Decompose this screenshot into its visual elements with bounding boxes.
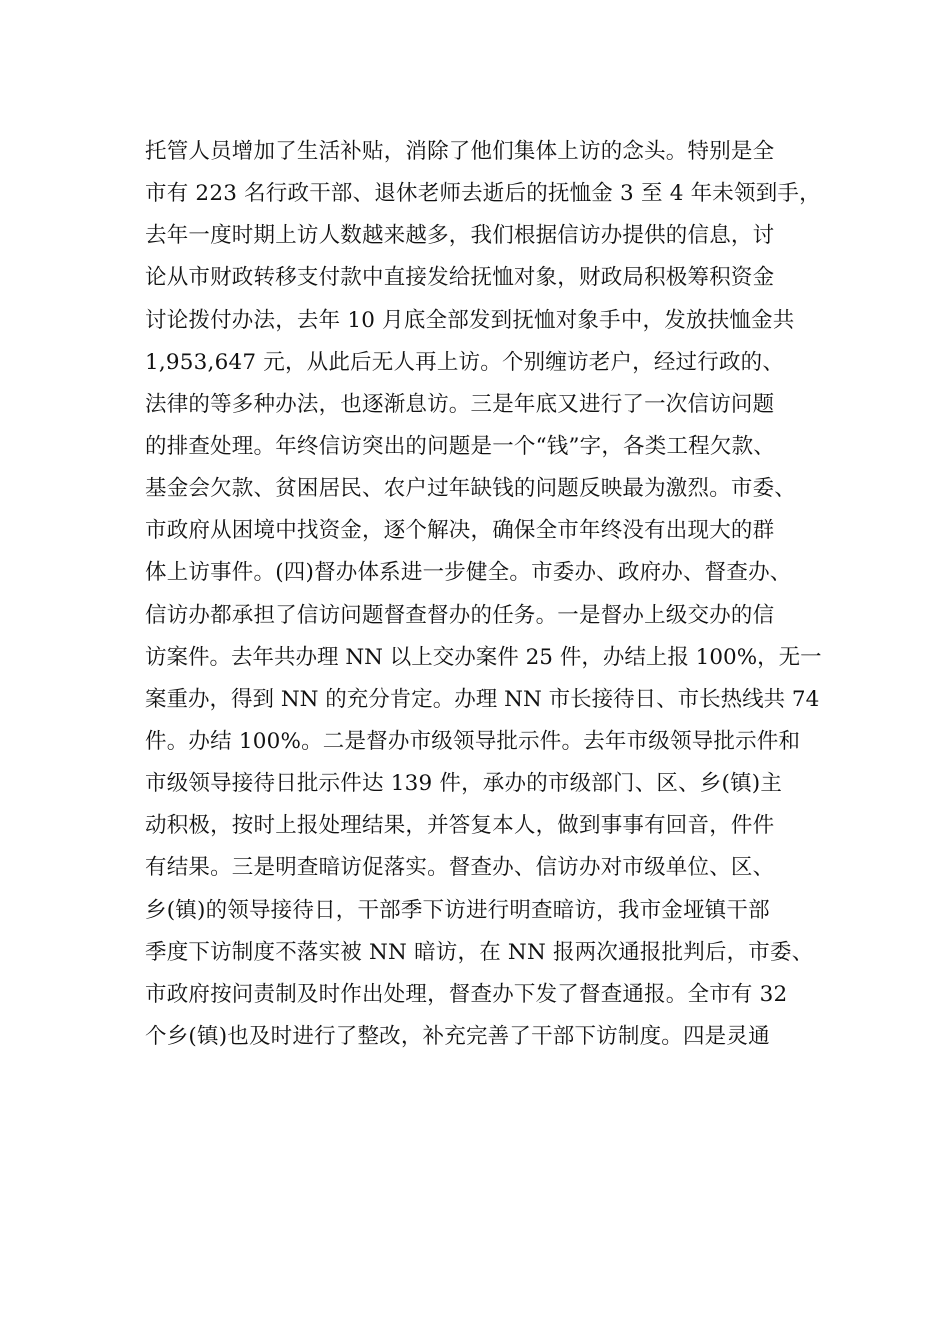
text-line: 有结果。三是明查暗访促落实。督查办、信访办对市级单位、区、 xyxy=(145,855,775,881)
text-line: 访案件。去年共办理 NN 以上交办案件 25 件，办结上报 100%，无一 xyxy=(145,644,822,670)
text-line: 体上访事件。(四)督办体系进一步健全。市委办、政府办、督查办、 xyxy=(145,560,792,586)
text-line: 讨论拨付办法，去年 10 月底全部发到抚恤对象手中，发放扶恤金共 xyxy=(145,307,795,333)
text-line: 市级领导接待日批示件达 139 件，承办的市级部门、区、乡(镇)主 xyxy=(145,771,783,797)
text-line: 1,953,647 元，从此后无人再上访。个别缠访老户，经过行政的、 xyxy=(145,349,785,375)
text-line: 信访办都承担了信访问题督查督办的任务。一是督办上级交办的信 xyxy=(145,602,775,628)
text-line: 的排查处理。年终信访突出的问题是一个“钱”字，各类工程欠款、 xyxy=(145,433,775,459)
text-line: 市政府按问责制及时作出处理，督查办下发了督查通报。全市有 32 xyxy=(145,981,788,1007)
text-line: 案重办，得到 NN 的充分肯定。办理 NN 市长接待日、市长热线共 74 xyxy=(145,686,820,712)
text-line: 季度下访制度不落实被 NN 暗访，在 NN 报两次通报批判后，市委、 xyxy=(145,939,814,965)
text-line: 市政府从困境中找资金，逐个解决，确保全市年终没有出现大的群 xyxy=(145,518,775,544)
text-line: 去年一度时期上访人数越来越多，我们根据信访办提供的信息，讨 xyxy=(145,223,775,249)
text-line: 件。办结 100%。二是督办市级领导批示件。去年市级领导批示件和 xyxy=(145,728,801,754)
body-text xyxy=(145,131,825,1058)
text-line: 论从市财政转移支付款中直接发给抚恤对象，财政局积极筹积资金 xyxy=(145,265,775,291)
text-line: 法律的等多种办法，也逐渐息访。三是年底又进行了一次信访问题 xyxy=(145,391,775,417)
text-line: 基金会欠款、贫困居民、农户过年缺钱的问题反映最为激烈。市委、 xyxy=(145,476,797,502)
text-line: 托管人员增加了生活补贴，消除了他们集体上访的念头。特别是全 xyxy=(145,139,775,164)
text-line: 动积极，按时上报处理结果，并答复本人，做到事事有回音，件件 xyxy=(145,813,775,839)
text-line: 个乡(镇)也及时进行了整改，补充完善了干部下访制度。四是灵通 xyxy=(145,1023,770,1049)
text-line: 市有 223 名行政干部、退休老师去逝后的抚恤金 3 至 4 年未领到手， xyxy=(145,181,821,207)
text-line: 乡(镇)的领导接待日，干部季下访进行明查暗访，我市金垭镇干部 xyxy=(145,897,770,923)
